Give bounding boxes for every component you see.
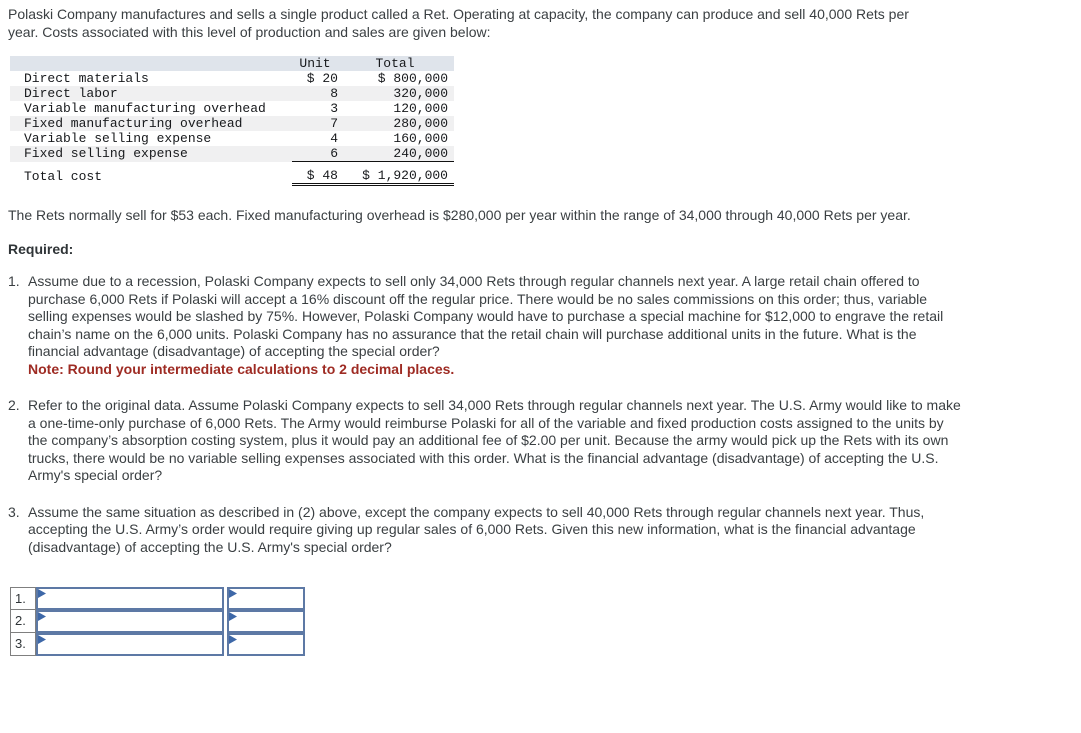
row-unit-value: 8 bbox=[330, 86, 338, 101]
cost-table-header-item bbox=[10, 56, 292, 71]
row-total-value: $ 800,000 bbox=[377, 71, 448, 86]
row-total-value: 120,000 bbox=[393, 101, 448, 116]
row-unit-value: 6 bbox=[292, 146, 342, 162]
cost-table-container bbox=[10, 56, 1073, 186]
answer-row-1-label: 1. bbox=[10, 587, 36, 610]
row-unit-value: 4 bbox=[330, 131, 338, 146]
answer-2-main-cell bbox=[36, 610, 224, 633]
table-row bbox=[10, 101, 454, 116]
answer-row-3 bbox=[10, 633, 1073, 656]
intro-paragraph: Polaski Company manufactures and sells a single product called a Ret. Operating at capacity, the company can produce and sell 40,000 Rets per year. Costs associated with this level of production and sales are given below: bbox=[8, 6, 909, 40]
row-unit-value: $ 20 bbox=[306, 71, 338, 86]
row-item-label: Variable manufacturing overhead bbox=[24, 101, 266, 116]
row-total-value: 240,000 bbox=[342, 146, 454, 162]
row-item-label: Variable selling expense bbox=[24, 131, 212, 146]
answer-1-secondary-cell bbox=[227, 587, 305, 610]
row-item-label: Fixed manufacturing overhead bbox=[24, 116, 243, 131]
answer-table bbox=[10, 587, 1073, 656]
total-row-label: Total cost bbox=[24, 168, 103, 184]
row-unit-value: 3 bbox=[330, 101, 338, 116]
requirement-body bbox=[28, 397, 963, 485]
table-row bbox=[10, 116, 454, 131]
requirement-2 bbox=[8, 397, 963, 485]
row-item-label: Fixed selling expense bbox=[24, 146, 188, 162]
row-total-value: 160,000 bbox=[393, 131, 448, 146]
total-row-total-value: $ 1,920,000 bbox=[342, 162, 454, 185]
requirement-body bbox=[28, 504, 963, 557]
row-unit-value: 7 bbox=[330, 116, 338, 131]
answer-1-main-input[interactable] bbox=[36, 587, 224, 610]
row-item-label: Direct labor bbox=[24, 86, 118, 101]
answer-2-secondary-cell bbox=[227, 610, 305, 633]
table-row bbox=[10, 146, 454, 162]
answer-row-2 bbox=[10, 610, 1073, 633]
answer-3-main-input[interactable] bbox=[36, 633, 224, 656]
requirement-number: 2. bbox=[8, 397, 20, 413]
row-total-value: 280,000 bbox=[393, 116, 448, 131]
answer-3-secondary-cell bbox=[227, 633, 305, 656]
requirement-number: 1. bbox=[8, 273, 20, 289]
answer-row-1 bbox=[10, 587, 1073, 610]
row-item-label: Direct materials bbox=[24, 71, 149, 86]
requirement-text: Assume the same situation as described in (2) above, except the company expects to sell 40,000 Rets through regular channels next year. Thus, accepting the U.S. Army’s order would require giving up regular sales of 6,000 Rets. Given this new information, what is the financial advantage (disadvantage) of accepting the U.S. Army's special order? bbox=[28, 503, 925, 555]
requirement-text: Refer to the original data. Assume Polaski Company expects to sell 34,000 Rets through regular channels next year. The U.S. Army would like to make a one-time-only purchase of 6,000 Rets. The Army would reimburse Polaski for all of the variable and fixed production costs assigned to the units by the company’s absorption costing system, plus it would pay an additional fee of $2.00 per unit. Because the army would pick up the Rets with its own trucks, there would be no variable selling expenses associated with this order. What is the financial advantage (disadvantage) of accepting the U.S. Army's special order? bbox=[28, 397, 961, 483]
cost-table-total-row bbox=[10, 162, 454, 185]
table-row bbox=[10, 86, 454, 101]
cost-table-header-total: Total bbox=[375, 56, 415, 71]
requirement-3 bbox=[8, 504, 963, 557]
selling-price-paragraph: The Rets normally sell for $53 each. Fixed manufacturing overhead is $280,000 per year within the range of 34,000 through 40,000 Rets per year. bbox=[8, 207, 911, 223]
answer-1-main-cell bbox=[36, 587, 224, 610]
answer-3-main-cell bbox=[36, 633, 224, 656]
cost-table bbox=[10, 56, 454, 186]
answer-row-3-label: 3. bbox=[10, 633, 36, 656]
answer-1-secondary-input[interactable] bbox=[227, 587, 305, 610]
answer-2-secondary-input[interactable] bbox=[227, 610, 305, 633]
requirements-list bbox=[8, 273, 1073, 556]
requirement-body bbox=[28, 273, 963, 378]
requirement-text: Assume due to a recession, Polaski Company expects to sell only 34,000 Rets through regular channels next year. A large retail chain offered to purchase 6,000 Rets if Polaski will accept a 16% discount off the regular price. There would be no sales commissions on this order; thus, variable selling expenses would be slashed by 75%. However, Polaski Company would have to purchase a special machine for $12,000 to engrave the retail chain’s name on the 6,000 units. Polaski Company has no assurance that the retail chain will purchase additional units in the future. What is the financial advantage (disadvantage) of accepting the special order? bbox=[28, 273, 944, 359]
required-heading: Required: bbox=[8, 240, 74, 257]
row-total-value: 320,000 bbox=[393, 86, 448, 101]
requirement-number: 3. bbox=[8, 503, 20, 520]
table-row bbox=[10, 131, 454, 146]
total-row-unit-value: $ 48 bbox=[292, 162, 342, 185]
table-row bbox=[10, 71, 454, 86]
cost-table-header-row bbox=[10, 56, 454, 71]
cost-table-header-unit: Unit bbox=[299, 56, 331, 71]
answer-2-main-input[interactable] bbox=[36, 610, 224, 633]
requirement-1 bbox=[8, 273, 963, 378]
answer-3-secondary-input[interactable] bbox=[227, 633, 305, 656]
requirement-note: Note: Round your intermediate calculations to 2 decimal places. bbox=[28, 360, 455, 377]
answer-row-2-label: 2. bbox=[10, 610, 36, 633]
